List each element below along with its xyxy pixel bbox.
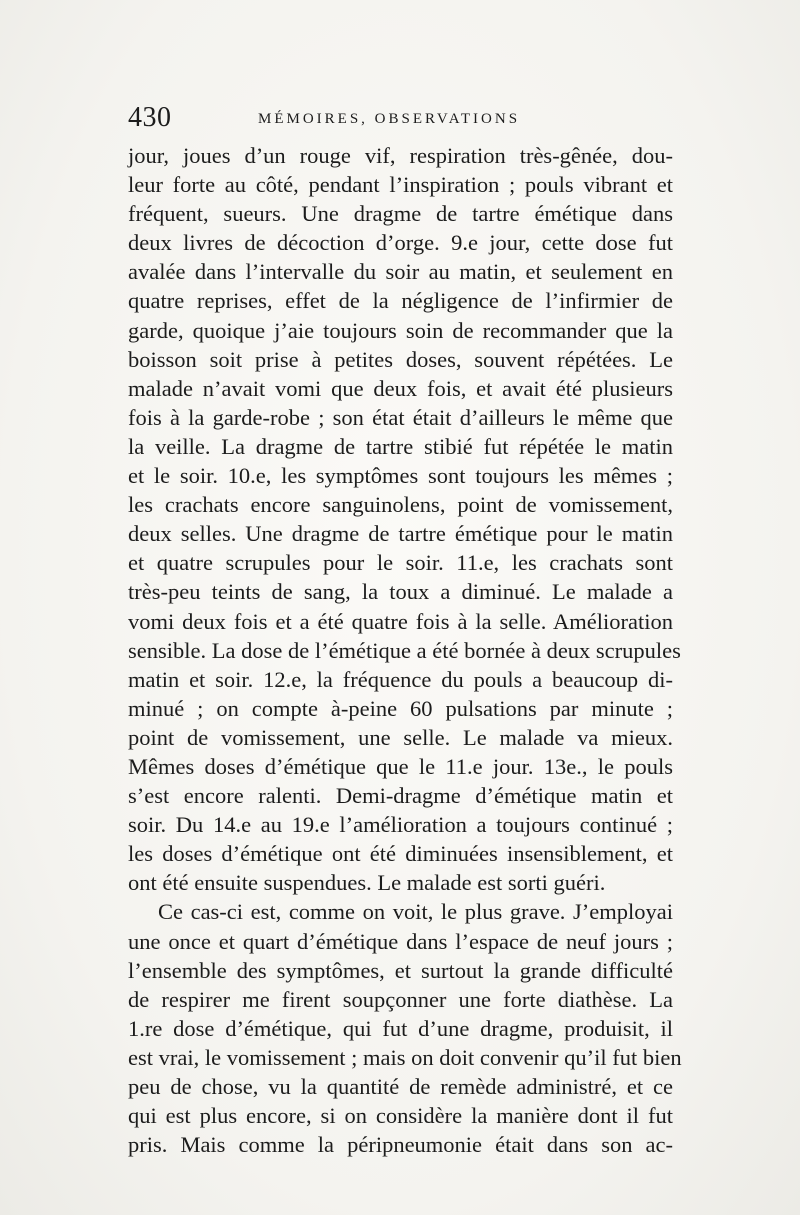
text-line: les doses d’émétique ont été diminuées insensiblement, et xyxy=(128,841,673,867)
text-line: ont été ensuite suspendues. Le malade est sorti guéri. xyxy=(128,870,606,896)
text-line: quatre reprises, effet de la négligence de l’infirmier de xyxy=(128,288,673,314)
page-number: 430 xyxy=(128,102,172,133)
text-line: s’est encore ralenti. Demi-dragme d’émétique matin et xyxy=(128,783,673,809)
text-line: garde, quoique j’aie toujours soin de recommander que la xyxy=(128,317,673,343)
text-line: l’ensemble des symptômes, et surtout la grande difficulté xyxy=(128,957,673,983)
text-line: Mêmes doses d’émétique que le 11.e jour. 13e., le pouls xyxy=(128,753,673,779)
text-line: malade n’avait vomi que deux fois, et avait été plusieurs xyxy=(128,375,673,401)
text-line: qui est plus encore, si on considère la manière dont il fut xyxy=(128,1103,673,1129)
text-line: de respirer me firent soupçonner une forte diathèse. La xyxy=(128,986,673,1012)
text-line: avalée dans l’intervalle du soir au matin, et seulement en xyxy=(128,259,673,285)
text-line: 1.re dose d’émétique, qui fut d’une dragme, produisit, il xyxy=(128,1015,673,1041)
text-line: les crachats encore sanguinolens, point de vomissement, xyxy=(128,492,673,518)
page-header xyxy=(128,100,673,136)
text-line: deux livres de décoction d’orge. 9.e jour, cette dose fut xyxy=(128,230,673,256)
running-head: MÉMOIRES, OBSERVATIONS xyxy=(258,111,521,127)
text-line: Ce cas-ci est, comme on voit, le plus grave. J’employai xyxy=(158,899,673,925)
body-text xyxy=(128,141,682,1159)
text-line: et le soir. 10.e, les symptômes sont toujours les mêmes ; xyxy=(128,463,673,489)
text-line: point de vomissement, une selle. Le malade va mieux. xyxy=(128,724,673,750)
text-line: sensible. La dose de l’émétique a été bornée à deux scrupules xyxy=(128,637,681,663)
text-line: très-peu teints de sang, la toux a diminué. Le malade a xyxy=(128,579,673,605)
text-line: deux selles. Une dragme de tartre émétique pour le matin xyxy=(128,521,673,547)
text-line: vomi deux fois et a été quatre fois à la selle. Amélioration xyxy=(128,608,673,634)
text-line: minué ; on compte à-peine 60 pulsations par minute ; xyxy=(128,695,673,721)
text-line: fois à la garde-robe ; son état était d’ailleurs le même que xyxy=(128,404,673,430)
text-line: jour, joues d’un rouge vif, respiration très-gênée, dou- xyxy=(128,143,673,168)
text-line: la veille. La dragme de tartre stibié fut répétée le matin xyxy=(128,433,673,459)
text-line: soir. Du 14.e au 19.e l’amélioration a toujours continué ; xyxy=(128,812,673,838)
text-line: fréquent, sueurs. Une dragme de tartre émétique dans xyxy=(128,201,673,227)
text-line: peu de chose, vu la quantité de remède administré, et ce xyxy=(128,1074,673,1099)
text-line: est vrai, le vomissement ; mais on doit convenir qu’il fut bien xyxy=(128,1044,682,1070)
text-line: leur forte au côté, pendant l’inspiration ; pouls vibrant et xyxy=(128,172,673,198)
text-line: boisson soit prise à petites doses, souvent répétées. Le xyxy=(128,346,673,372)
text-line: une once et quart d’émétique dans l’espace de neuf jours ; xyxy=(128,928,673,954)
text-line: matin et soir. 12.e, la fréquence du pouls a beaucoup di- xyxy=(128,666,673,692)
text-line: et quatre scrupules pour le soir. 11.e, les crachats sont xyxy=(128,550,673,576)
text-line: pris. Mais comme la péripneumonie était dans son ac- xyxy=(128,1132,673,1158)
